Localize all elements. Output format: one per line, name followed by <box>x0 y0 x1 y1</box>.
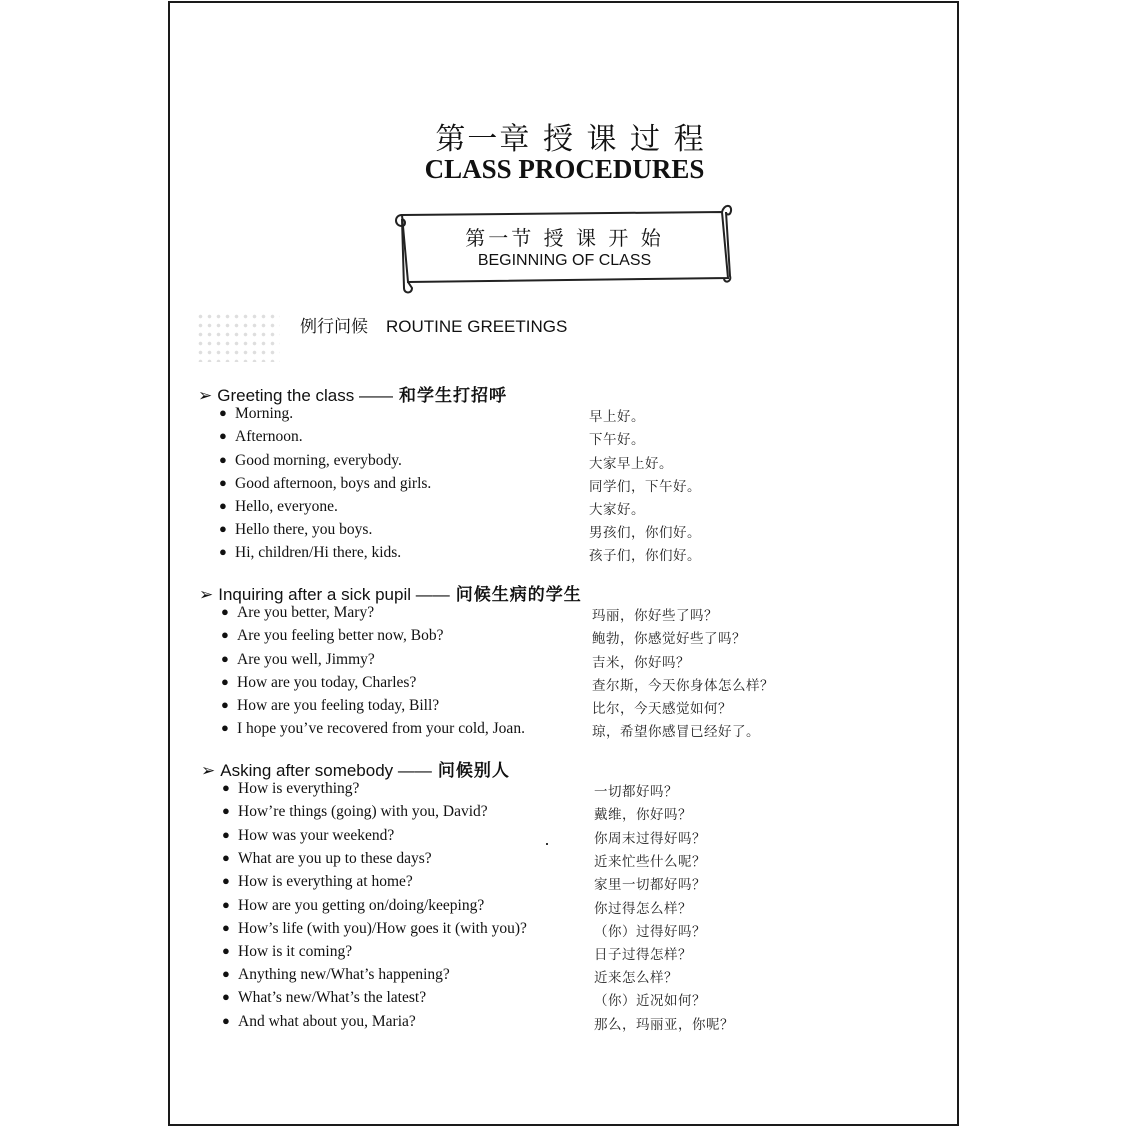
arrow-bullet-icon: ➢ <box>201 761 216 780</box>
phrase-en: How is everything at home? <box>238 873 413 890</box>
bullet-icon: ● <box>219 521 227 536</box>
phrase-en: Are you well, Jimmy? <box>237 651 375 668</box>
bullet-icon: ● <box>219 544 227 559</box>
phrase-en: Hello there, you boys. <box>235 521 373 538</box>
group-heading-en: Asking after somebody <box>220 761 394 780</box>
group-heading-cn: 问候生病的学生 <box>455 585 582 605</box>
phrase-en: Hello, everyone. <box>235 498 338 515</box>
phrase-en: How are you today, Charles? <box>237 674 417 691</box>
phrase-en: How was your weekend? <box>238 827 395 844</box>
bullet-icon: ● <box>222 850 230 865</box>
subsection-title <box>300 312 567 337</box>
chapter-title-en: CLASS PROCEDURES <box>424 154 705 184</box>
phrase-zh: 你周末过得好吗？ <box>594 831 706 847</box>
group-heading-sick-pupil <box>199 580 582 605</box>
group-heading-greeting <box>198 381 507 406</box>
subsection-title-cn: 例行问候 <box>300 317 368 337</box>
phrase-zh: 男孩们，你们好。 <box>589 525 701 541</box>
phrase-en: Afternoon. <box>235 428 303 445</box>
phrase-zh: 琼，希望你感冒已经好了。 <box>592 724 760 740</box>
phrase-zh: 早上好。 <box>589 409 645 425</box>
bullet-icon: ● <box>222 920 230 935</box>
bullet-icon: ● <box>219 452 227 467</box>
phrase-zh: 吉米，你好吗？ <box>592 655 690 671</box>
phrase-en: Hi, children/Hi there, kids. <box>235 544 402 561</box>
group-heading-en: Inquiring after a sick pupil <box>218 585 412 604</box>
phrase-en: How are you feeling today, Bill? <box>237 697 440 714</box>
group-heading-en: Greeting the class <box>217 386 355 405</box>
phrase-zh: 孩子们，你们好。 <box>589 548 701 564</box>
phrase-zh: 同学们，下午好。 <box>589 479 701 495</box>
phrase-en: Good afternoon, boys and girls. <box>235 475 432 492</box>
bullet-icon: ● <box>221 651 229 666</box>
phrase-zh: （你）过得好吗？ <box>594 924 706 940</box>
heading-dash: —— <box>397 761 432 780</box>
decorative-dots <box>196 312 280 362</box>
arrow-bullet-icon: ➢ <box>199 585 214 604</box>
phrase-zh: 那么，玛丽亚，你呢？ <box>594 1017 734 1033</box>
scan-speck <box>546 843 548 845</box>
bullet-icon: ● <box>222 966 230 981</box>
bullet-icon: ● <box>221 604 229 619</box>
bullet-icon: ● <box>221 720 229 735</box>
phrase-en: How are you getting on/doing/keeping? <box>238 897 485 914</box>
phrase-en: And what about you, Maria? <box>238 1013 416 1030</box>
bullet-icon: ● <box>222 780 230 795</box>
phrase-zh: 查尔斯，今天你身体怎么样？ <box>592 678 774 694</box>
group-heading-cn: 和学生打招呼 <box>399 386 507 406</box>
bullet-icon: ● <box>219 498 227 513</box>
bullet-icon: ● <box>221 697 229 712</box>
phrase-zh: 鲍勃，你感觉好些了吗？ <box>592 631 746 647</box>
phrase-en: Morning. <box>235 405 294 422</box>
bullet-icon: ● <box>222 873 230 888</box>
phrase-zh: 你过得怎么样？ <box>594 901 692 917</box>
phrase-zh: 家里一切都好吗？ <box>594 877 706 893</box>
phrase-zh: 近来怎么样？ <box>594 970 678 986</box>
phrase-en: How’re things (going) with you, David? <box>238 803 488 820</box>
phrase-en: How is it coming? <box>238 943 353 960</box>
bullet-icon: ● <box>222 943 230 958</box>
phrase-zh: 日子过得怎样？ <box>594 947 692 963</box>
group-heading-asking-after <box>201 756 510 781</box>
section-title-en: BEGINNING OF CLASS <box>477 252 652 269</box>
bullet-icon: ● <box>221 627 229 642</box>
arrow-bullet-icon: ➢ <box>198 386 213 405</box>
bullet-icon: ● <box>219 405 227 420</box>
bullet-icon: ● <box>222 897 230 912</box>
subsection-title-en: ROUTINE GREETINGS <box>386 317 568 336</box>
phrase-en: Anything new/What’s happening? <box>238 966 450 983</box>
phrase-en: How is everything? <box>238 780 360 797</box>
phrase-en: Are you better, Mary? <box>237 604 375 621</box>
section-title-cn: 第一节 授 课 开 始 <box>465 226 664 250</box>
phrase-en: What are you up to these days? <box>238 850 432 867</box>
phrase-zh: 一切都好吗？ <box>594 784 678 800</box>
phrase-zh: （你）近况如何？ <box>594 993 706 1009</box>
phrase-zh: 近来忙些什么呢？ <box>594 854 706 870</box>
phrase-zh: 大家早上好。 <box>589 456 673 472</box>
section-scroll-banner <box>392 200 737 295</box>
bullet-icon: ● <box>222 827 230 842</box>
phrase-zh: 比尔，今天感觉如何？ <box>592 701 732 717</box>
phrase-zh: 下午好。 <box>589 432 645 448</box>
phrase-en: What’s new/What’s the latest? <box>238 989 427 1006</box>
bullet-icon: ● <box>221 674 229 689</box>
phrase-en: I hope you’ve recovered from your cold, Joan. <box>237 720 525 737</box>
phrase-zh: 大家好。 <box>589 502 645 518</box>
heading-dash: —— <box>359 386 393 405</box>
bullet-icon: ● <box>222 989 230 1004</box>
bullet-icon: ● <box>219 428 227 443</box>
chapter-title-cn: 第一章 授 课 过 程 <box>435 122 706 157</box>
phrase-en: Are you feeling better now, Bob? <box>237 627 444 644</box>
phrase-zh: 戴维，你好吗？ <box>594 807 692 823</box>
bullet-icon: ● <box>219 475 227 490</box>
bullet-icon: ● <box>222 803 230 818</box>
phrase-zh: 玛丽，你好些了吗？ <box>592 608 718 624</box>
phrase-en: Good morning, everybody. <box>235 452 402 469</box>
group-heading-cn: 问候别人 <box>437 761 510 781</box>
heading-dash: —— <box>415 585 450 604</box>
phrase-en: How’s life (with you)/How goes it (with you)? <box>238 920 527 937</box>
bullet-icon: ● <box>222 1013 230 1028</box>
